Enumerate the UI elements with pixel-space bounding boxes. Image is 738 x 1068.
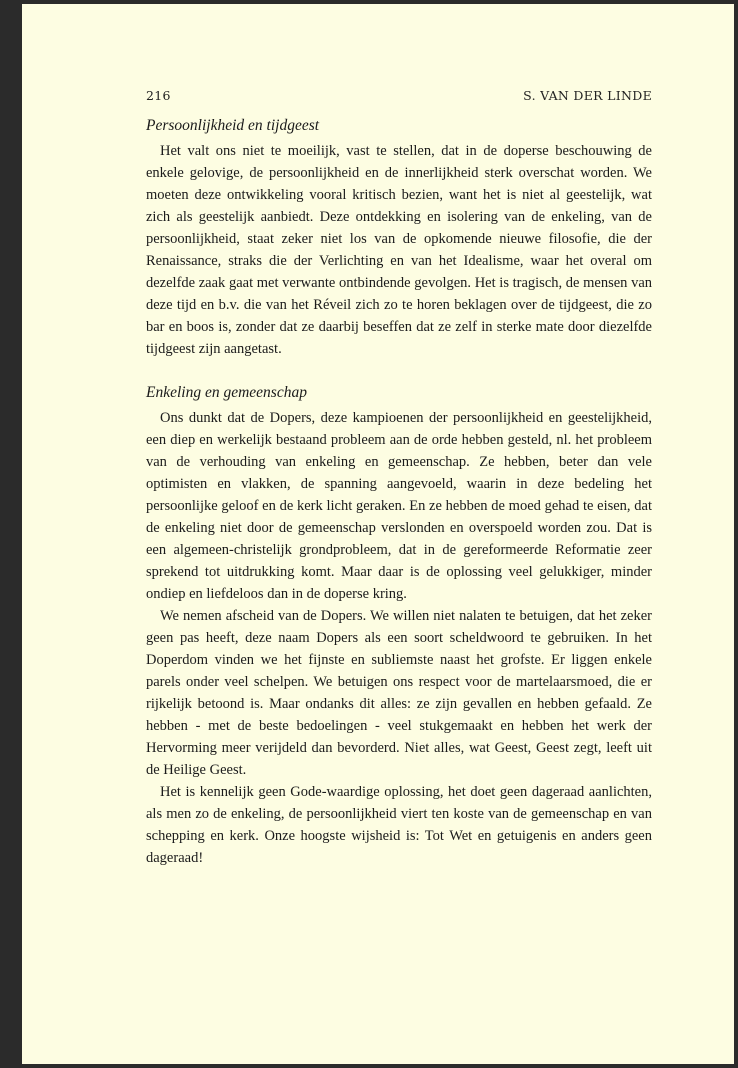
paragraph: We nemen afscheid van de Dopers. We willen niet nalaten te betuigen, dat het zeker geen pas heeft, deze naam Dopers als een soort scheldwoord te gebruiken. In het Doperdom vinden we het fijnste en subliemste naast het grofste. Er liggen enkele parels onder veel schelpen. We betuigen ons respect voor de martelaarsmoed, die er rijkelijk betoond is. Maar ondanks dit alles: ze zijn gevallen en hebben gefaald. Ze hebben - met de beste bedoelingen - veel stukgemaakt en hebben het werk der Hervorming meer verijdeld dan bevorderd. Niet alles, wat Geest, Geest zegt, leeft uit de Heilige Geest. bbox=[146, 608, 652, 778]
paragraph: Het is kennelijk geen Gode-waardige oplossing, het doet geen dageraad aanlichten, als men zo de enkeling, de persoonlijkheid viert ten koste van de gemeenschap en van schepping en kerk. Onze hoogste wijsheid is: Tot Wet en getuigenis en anders geen dageraad! bbox=[146, 784, 652, 866]
section-title: Persoonlijkheid en tijdgeest bbox=[146, 117, 320, 134]
book-page bbox=[22, 4, 734, 1064]
paragraph: Het valt ons niet te moeilijk, vast te stellen, dat in de doperse beschouwing de enkele gelovige, de persoonlijkheid en de innerlijkheid sterk overschat worden. We moeten deze ontwikkeling vooral kritisch bezien, want het is niet al geestelijk, wat zich als geestelijk aanbiedt. Deze ontdekking en isolering van de enkeling, van de persoonlijkheid, staat zeker niet los van de opkomende nieuwe filosofie, die der Renaissance, straks die der Verlichting en van het Idealisme, waar het overal om dezelfde zaak gaat met verwante ontbindende gevolgen. Het is tragisch, de mensen van deze tijd en b.v. die van het Réveil zich zo te horen beklagen over de tijdgeest, die zo bar en boos is, zonder dat ze daarbij beseffen dat ze zelf in sterke mate door diezelfde tijdgeest zijn aangetast. bbox=[146, 143, 652, 357]
running-head: S. VAN DER LINDE bbox=[523, 88, 652, 103]
section-title: Enkeling en gemeenschap bbox=[146, 384, 307, 401]
page-header bbox=[146, 88, 652, 103]
paragraph: Ons dunkt dat de Dopers, deze kampioenen der persoonlijkheid en geestelijkheid, een diep en werkelijk bestaand probleem aan de orde hebben gesteld, nl. het probleem van de verhouding van enkeling en gemeenschap. Ze hebben, beter dan vele optimisten en vlakken, de spanning aangevoeld, waarin in deze bedeling het persoonlijke geloof en de kerk licht geraken. En ze hebben de moed gehad te eisen, dat de enkeling niet door de gemeenschap verslonden en overspoeld worden zou. Dat is een algemeen-christelijk grondprobleem, dat in de gereformeerde Reformatie zeer sprekend tot uitdrukking komt. Maar daar is de oplossing veel gelukkiger, minder ondiep en liefdeloos dan in de doperse kring. bbox=[146, 410, 652, 602]
page-body bbox=[146, 115, 652, 869]
page-number: 216 bbox=[146, 88, 171, 103]
